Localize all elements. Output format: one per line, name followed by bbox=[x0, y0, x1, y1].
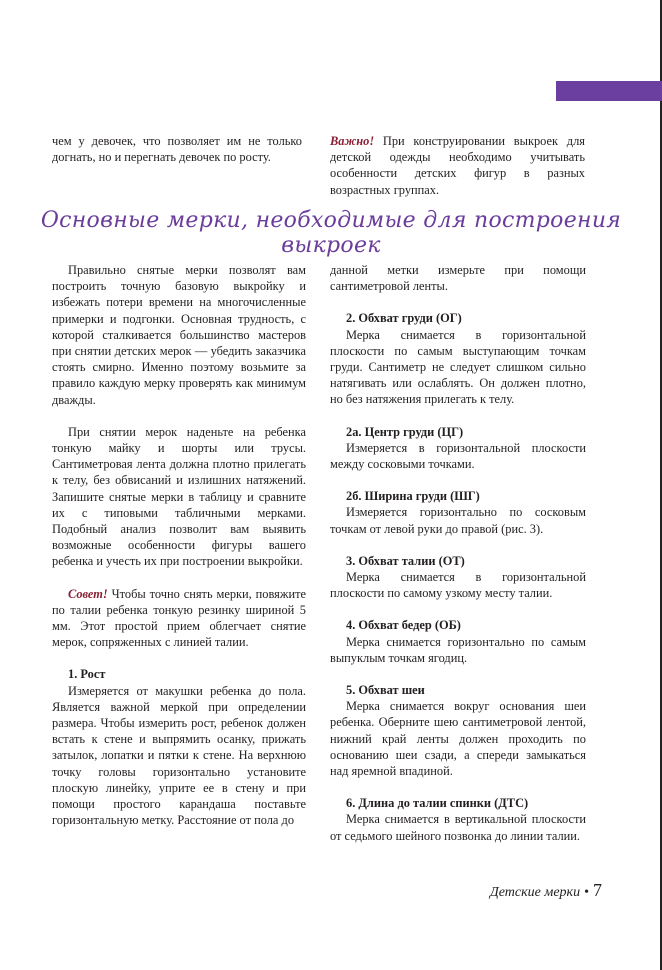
back-waist-length-paragraph: Мерка снимается в вертикальной плоскости от седьмого шейного позвонка до линии талии. bbox=[330, 812, 586, 843]
continued-paragraph: чем у девочек, что позволяет им не только догнать, но и перегнать девочек по росту. bbox=[52, 134, 302, 165]
tip-label: Совет! bbox=[68, 586, 108, 601]
heading-height: 1. Рост bbox=[68, 667, 106, 682]
height-continuation: данной метки измерьте при помощи сантиметровой ленты. bbox=[330, 263, 586, 294]
waist-girth-paragraph: Мерка снимается в горизонтальной плоскости по самому узкому месту талии. bbox=[330, 570, 586, 601]
chest-girth-paragraph: Мерка снимается в горизонтальной плоскости по самым выступающим точкам груди. Сантиметр не следует слишком сильно натягивать или ослаблять. Он должен плотно, но без натяжения прилегать к телу. bbox=[330, 327, 586, 407]
important-note-text bbox=[330, 133, 585, 198]
important-text: При конструировании выкроек для детской одежды необходимо учитывать особенности детских фигур в разных возрастных группах. bbox=[330, 134, 585, 197]
section-title: Основные мерки, необходимые для построения выкроек bbox=[40, 208, 622, 258]
right-column bbox=[330, 262, 586, 844]
height-paragraph: Измеряется от макушки ребенка до пола. Является важной меркой при определении размера. Чтобы измерить рост, ребенок должен встать к стене и выпрямить осанку, прижать затылок, лопатки и пятки к стене. На верхнюю точку головы горизонтально установите плоскую линейку, уприте ее в стену и при помощи простого карандаша поставьте горизонтальную метку. Расстояние от пола до bbox=[52, 683, 306, 828]
chest-center-paragraph: Измеряется в горизонтальной плоскости между сосковыми точками. bbox=[330, 440, 586, 472]
left-column bbox=[52, 262, 306, 829]
top-left-continuation bbox=[52, 133, 302, 165]
instructions-paragraph: При снятии мерок наденьте на ребенка тонкую майку и шорты или трусы. Сантиметровая лента должна плотно прилегать к телу, без обвисаний и излишних натяжений. Запишите снятые мерки в таблицу и сравните их с типовыми табличными мерками. Подобный анализ позволит вам выявить возможные особенности фигуры вашего ребенка и учесть их при построении выкройки. bbox=[52, 424, 306, 569]
hip-girth-paragraph: Мерка снимается горизонтально по самым выпуклым точкам ягодиц. bbox=[330, 634, 586, 665]
chapter-color-tab bbox=[556, 81, 662, 101]
heading-neck-girth: 5. Обхват шеи bbox=[346, 683, 425, 698]
tip-paragraph bbox=[52, 586, 306, 651]
heading-back-waist-length: 6. Длина до талии спинки (ДТС) bbox=[346, 796, 529, 811]
neck-girth-paragraph: Мерка снимается вокруг основания шеи ребенка. Оберните шею сантиметровой лентой, нижний край ленты должен проходить по основанию шеи сзади, а спереди замыкаться над яремной впадиной. bbox=[330, 699, 586, 779]
chest-width-paragraph: Измеряется горизонтально по сосковым точкам от левой руки до правой (рис. 3). bbox=[330, 505, 586, 536]
heading-chest-width: 2б. Ширина груди (ШГ) bbox=[346, 489, 480, 504]
heading-hip-girth: 4. Обхват бедер (ОБ) bbox=[346, 618, 461, 633]
page-footer bbox=[490, 880, 602, 901]
important-note bbox=[330, 133, 585, 198]
page-number: 7 bbox=[593, 880, 602, 900]
important-label: Важно! bbox=[330, 134, 375, 148]
heading-waist-girth: 3. Обхват талии (ОТ) bbox=[346, 553, 465, 568]
heading-chest-center: 2а. Центр груди (ЦГ) bbox=[346, 424, 464, 439]
running-title: Детские мерки bbox=[489, 885, 581, 900]
footer-separator: • bbox=[584, 885, 589, 900]
tip-text: Чтобы точно снять мерки, повяжите по талии ребенка тонкую резинку шириной 5 мм. Этот простой прием облегчает снятие мерок, сопряженных с линией талии. bbox=[52, 586, 306, 650]
intro-paragraph: Правильно снятые мерки позволят вам построить точную базовую выкройку и избежать потери времени на многочисленные примерки и подгонки. Основная трудность, с которой сталкивается большинство мастеров при снятии детских мерок — убедить заказчика стоять смирно. Именно поэтому возьмите за правило каждую мерку проверять как минимум дважды. bbox=[52, 263, 306, 407]
heading-chest-girth: 2. Обхват груди (ОГ) bbox=[346, 311, 462, 326]
